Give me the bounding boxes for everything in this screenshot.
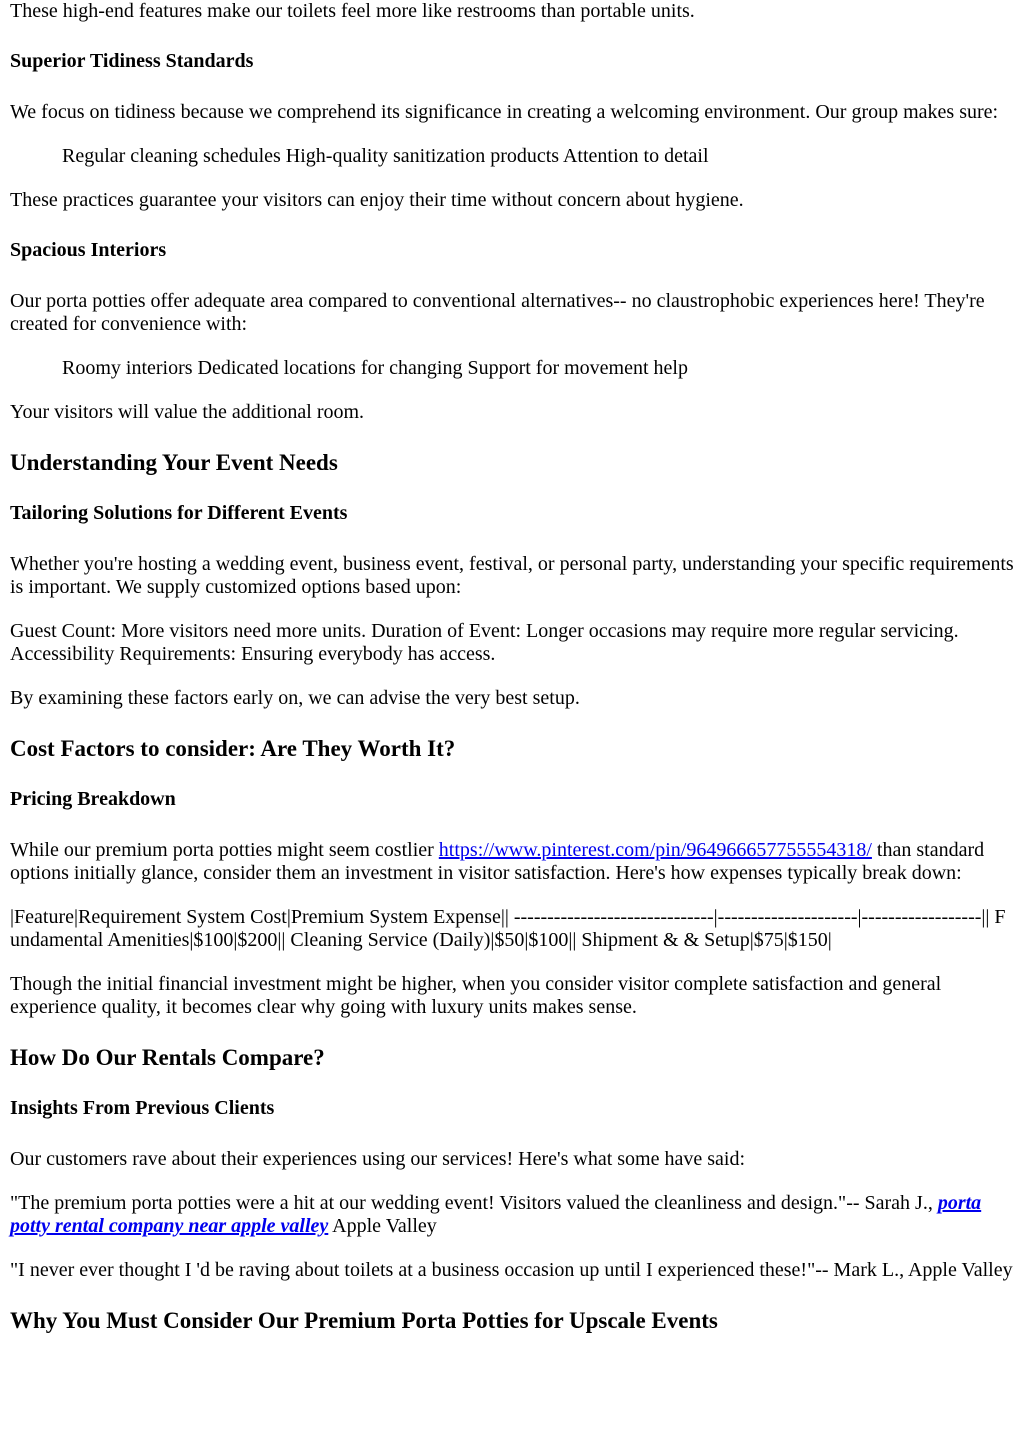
- tidiness-list: Regular cleaning schedules High-quality sanitization products Attention to detail: [62, 145, 709, 167]
- interiors-list: Roomy interiors Dedicated locations for changing Support for movement help: [62, 357, 688, 379]
- intro-tail-paragraph: These high-end features make our toilets feel more like restrooms than portable units.: [10, 0, 695, 22]
- cost-closing-paragraph: Though the initial financial investment might be higher, when you consider visitor complete satisfaction and general experience quality, it becomes clear why going with luxury units makes sense.: [10, 973, 942, 1018]
- cost-lead-before: While our premium porta potties might seem costlier: [10, 839, 439, 861]
- pinterest-link[interactable]: https://www.pinterest.com/pin/964966657755554318/: [438, 839, 872, 861]
- compare-subheading: Insights From Previous Clients: [10, 1097, 275, 1119]
- testimonial-sarah-location: Apple Valley: [328, 1215, 437, 1237]
- pricing-table-text: |Feature|Requirement System Cost|Premium System Expense|| ------------------------------|---------------------|------------------|| Fundamental Amenities|$100|$200|| Cleaning Service (Daily)|$50|$100|| Shipment & & Setup|$75|$150|: [10, 906, 1006, 951]
- needs-subheading: Tailoring Solutions for Different Events: [10, 502, 348, 524]
- tidiness-heading: Superior Tidiness Standards: [10, 50, 254, 72]
- needs-heading: Understanding Your Event Needs: [10, 450, 338, 475]
- interiors-closing-paragraph: Your visitors will value the additional room.: [10, 401, 365, 423]
- cost-heading: Cost Factors to consider: Are They Worth It?: [10, 736, 456, 761]
- needs-factors-paragraph: Guest Count: More visitors need more units. Duration of Event: Longer occasions may require more regular servicing. Accessibility Requirements: Ensuring everybody has access.: [10, 620, 959, 665]
- cost-lead-after: than standard options initially glance, consider them an investment in visitor satisfaction. Here's how expenses typically break down:: [10, 839, 985, 884]
- apple-valley-rental-link[interactable]: porta potty rental company near apple valley: [10, 1192, 982, 1237]
- cost-subheading: Pricing Breakdown: [10, 788, 176, 810]
- why-heading: Why You Must Consider Our Premium Porta Potties for Upscale Events: [10, 1308, 718, 1333]
- testimonial-sarah-text: "The premium porta potties were a hit at our wedding event! Visitors valued the cleanliness and design."-- Sarah J.,: [10, 1192, 938, 1214]
- interiors-heading: Spacious Interiors: [10, 239, 167, 261]
- tidiness-closing-paragraph: These practices guarantee your visitors can enjoy their time without concern about hygiene.: [10, 189, 744, 211]
- needs-lead-paragraph: Whether you're hosting a wedding event, business event, festival, or personal party, understanding your specific requirements is important. We supply customized options based upon:: [10, 553, 1014, 598]
- compare-heading: How Do Our Rentals Compare?: [10, 1045, 325, 1070]
- cost-lead-paragraph: [10, 839, 1014, 885]
- needs-closing-paragraph: By examining these factors early on, we can advise the very best setup.: [10, 687, 580, 709]
- testimonial-sarah: [10, 1192, 1014, 1238]
- testimonial-mark: "I never ever thought I 'd be raving about toilets at a business occasion up until I experienced these!"-- Mark L., Apple Valley: [10, 1259, 1013, 1281]
- compare-lead-paragraph: Our customers rave about their experiences using our services! Here's what some have said:: [10, 1148, 746, 1170]
- interiors-lead-paragraph: Our porta potties offer adequate area compared to conventional alternatives-- no claustrophobic experiences here! They're created for convenience with:: [10, 290, 985, 335]
- tidiness-lead-paragraph: We focus on tidiness because we comprehend its significance in creating a welcoming environment. Our group makes sure:: [10, 101, 999, 123]
